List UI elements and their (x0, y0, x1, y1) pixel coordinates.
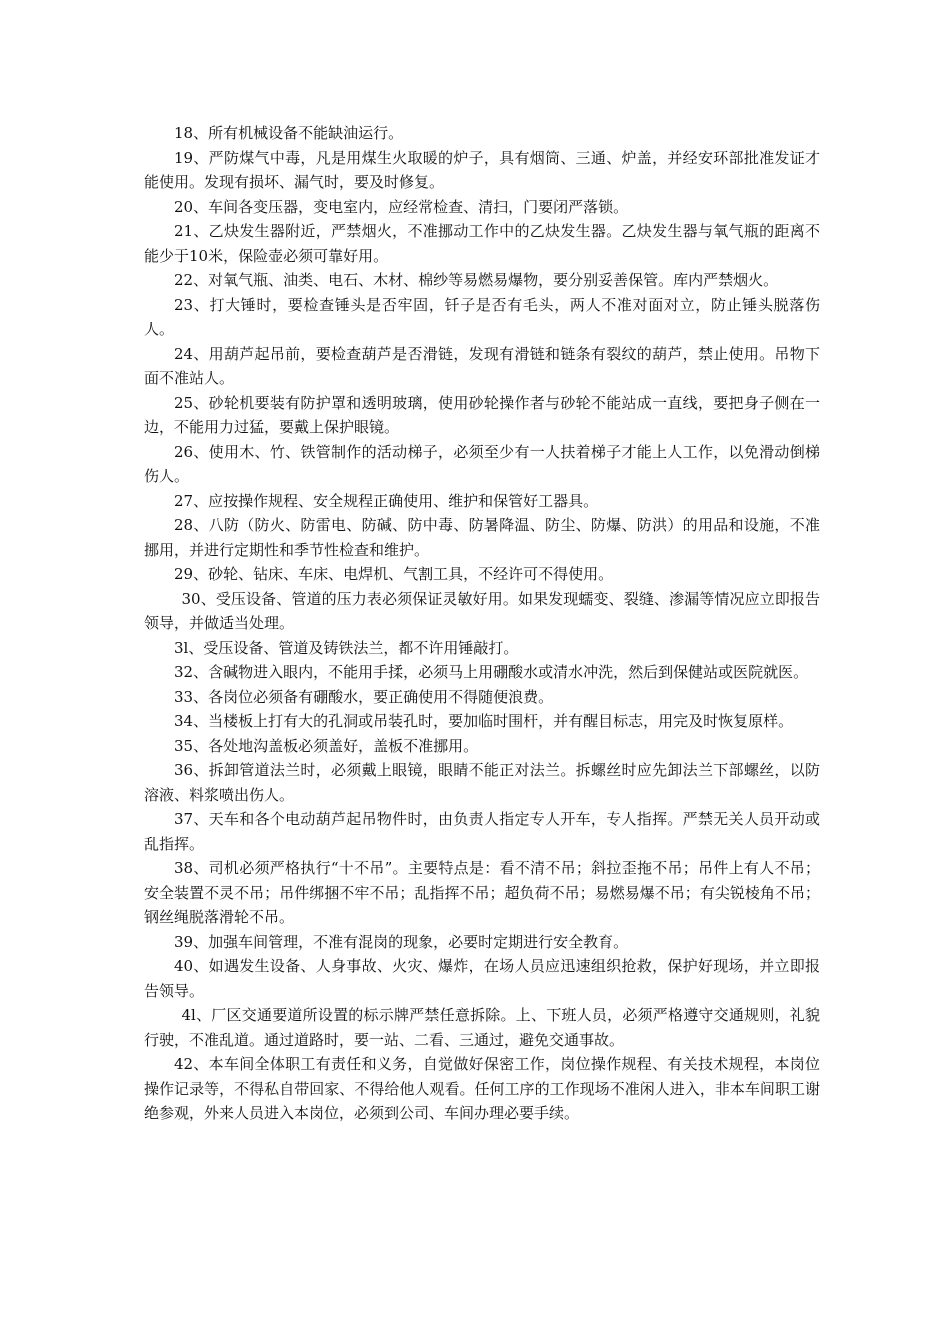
rule-number: 24、 (174, 344, 209, 363)
rule-paragraph-26 (144, 440, 820, 489)
rule-paragraph-39 (144, 930, 820, 955)
rule-text: 各岗位必须备有硼酸水，要正确使用不得随便浪费。 (208, 687, 554, 706)
rule-text: 砂轮、钻床、车床、电焊机、气割工具，不经许可不得使用。 (208, 565, 614, 583)
rule-number: 27、 (174, 491, 209, 510)
rule-text: 本车间全体职工有责任和义务，自觉做好保密工作，岗位操作规程、有关技术规程，本岗位操作记录等，不得私自带回家、不得给他人观看。任何工序的工作现场不准闲人进入，非本车间职工谢绝参观，外来人员进入本岗位，必须到公司、车间办理必要手续。 (144, 1055, 820, 1122)
rule-paragraph-40 (144, 954, 820, 1003)
rule-paragraph-25 (144, 391, 820, 440)
rule-paragraph-19 (144, 146, 820, 195)
rule-text: 应按操作规程、安全规程正确使用、维护和保管好工器具。 (208, 491, 599, 510)
rule-text: 拆卸管道法兰时，必须戴上眼镜，眼睛不能正对法兰。拆螺丝时应先卸法兰下部螺丝，以防溶液、料浆喷出伤人。 (144, 761, 820, 804)
rule-paragraph-29 (144, 562, 820, 587)
rule-paragraph-33 (144, 685, 820, 710)
rule-paragraph-20 (144, 195, 820, 220)
rule-paragraph-27 (144, 489, 820, 514)
rule-paragraph-37 (144, 807, 820, 856)
rule-text: 当楼板上打有大的孔洞或吊装孔时，要加临时围杆，并有醒目标志，用完及时恢复原样。 (208, 712, 794, 730)
rule-text: 受压设备、管道的压力表必须保证灵敏好用。如果发现蠕变、裂缝、渗漏等情况应立即报告领导，并做适当处理。 (144, 589, 820, 632)
rule-paragraph-31 (144, 636, 820, 661)
rule-number: 37、 (174, 810, 209, 828)
rule-paragraph-30 (144, 587, 820, 636)
rule-number: 4l、 (181, 1006, 212, 1024)
rule-paragraph-22 (144, 268, 820, 293)
rule-text: 加强车间管理，不准有混岗的现象，必要时定期进行安全教育。 (208, 932, 629, 951)
rule-text: 乙炔发生器附近，严禁烟火，不准挪动工作中的乙炔发生器。乙炔发生器与氧气瓶的距离不能少于10米，保险壶必须可靠好用。 (144, 222, 820, 265)
rule-number: 30、 (181, 589, 216, 608)
rule-number: 21、 (174, 222, 209, 240)
rule-number: 29、 (174, 565, 209, 583)
rule-number: 38、 (174, 859, 209, 877)
rule-number: 39、 (174, 932, 209, 951)
rule-paragraph-23 (144, 293, 820, 342)
rule-paragraph-34 (144, 709, 820, 734)
rule-number: 25、 (174, 393, 209, 412)
rule-number: 33、 (174, 687, 209, 706)
rule-paragraph-36 (144, 758, 820, 807)
rule-number: 28、 (174, 516, 209, 534)
rule-number: 23、 (174, 295, 210, 314)
rule-paragraph-21 (144, 219, 820, 268)
rule-number: 20、 (174, 197, 209, 216)
rule-paragraph-24 (144, 342, 820, 391)
rule-text: 使用木、竹、铁管制作的活动梯子，必须至少有一人扶着梯子才能上人工作，以免滑动倒梯伤人。 (144, 442, 820, 485)
rule-text: 打大锤时，要检查锤头是否牢固，钎子是否有毛头，两人不准对面对立，防止锤头脱落伤人。 (144, 295, 820, 338)
rule-number: 18、 (174, 124, 209, 142)
rule-paragraph-18 (144, 121, 820, 146)
rule-text: 车间各变压器，变电室内，应经常检查、清扫，门要闭严落锁。 (208, 197, 629, 216)
rule-number: 34、 (174, 712, 209, 730)
rule-paragraph-35 (144, 734, 820, 759)
rule-paragraph-32 (144, 660, 820, 685)
rule-paragraph-42 (144, 1052, 820, 1126)
rule-text: 所有机械设备不能缺油运行。 (208, 124, 404, 142)
rule-number: 32、 (174, 663, 209, 681)
rule-text: 用葫芦起吊前，要检查葫芦是否滑链，发现有滑链和链条有裂纹的葫芦，禁止使用。吊物下面不准站人。 (144, 344, 820, 387)
rule-paragraph-28 (144, 513, 820, 562)
rule-text: 如遇发生设备、人身事故、火灾、爆炸，在场人员应迅速组织抢救，保护好现场，并立即报告领导。 (144, 957, 820, 1000)
rule-number: 3l、 (174, 638, 204, 657)
rule-text: 各处地沟盖板必须盖好，盖板不准挪用。 (208, 736, 479, 755)
rule-number: 40、 (174, 957, 209, 975)
rule-paragraph-38 (144, 856, 820, 930)
rule-number: 19、 (174, 148, 209, 167)
rule-number: 36、 (174, 761, 209, 779)
rule-number: 26、 (174, 442, 209, 461)
rule-text: 司机必须严格执行“十不吊”。主要特点是：看不清不吊；斜拉歪拖不吊；吊件上有人不吊；安全装置不灵不吊；吊件绑捆不牢不吊；乱指挥不吊；超负荷不吊；易燃易爆不吊；有尖锐棱角不吊；钢丝绳脱落滑轮不吊。 (144, 859, 820, 926)
rule-text: 含碱物进入眼内，不能用手揉，必须马上用硼酸水或清水冲洗，然后到保健站或医院就医。 (208, 663, 809, 681)
rule-text: 天车和各个电动葫芦起吊物件时，由负责人指定专人开车，专人指挥。严禁无关人员开动或乱指挥。 (144, 810, 820, 853)
rule-text: 受压设备、管道及铸铁法兰，都不许用锤敲打。 (203, 638, 519, 657)
rule-number: 42、 (174, 1055, 209, 1073)
rule-text: 八防（防火、防雷电、防碱、防中毒、防暑降温、防尘、防爆、防洪）的用品和设施，不准挪用，并进行定期性和季节性检查和维护。 (144, 516, 820, 559)
rule-paragraph-41 (144, 1003, 820, 1052)
document-page (144, 121, 820, 1126)
rule-text: 对氧气瓶、油类、电石、木材、棉纱等易燃易爆物，要分别妥善保管。库内严禁烟火。 (208, 271, 779, 289)
rule-number: 35、 (174, 736, 209, 755)
rule-text: 厂区交通要道所设置的标示牌严禁任意拆除。上、下班人员，必须严格遵守交通规则，礼貌行驶，不准乱道。通过道路时，要一站、二看、三通过，避免交通事故。 (144, 1006, 820, 1049)
rule-text: 严防煤气中毒，凡是用煤生火取暖的炉子，具有烟筒、三通、炉盖，并经安环部批准发证才能使用。发现有损坏、漏气时，要及时修复。 (144, 148, 820, 191)
rule-text: 砂轮机要装有防护罩和透明玻璃，使用砂轮操作者与砂轮不能站成一直线，要把身子侧在一边，不能用力过猛，要戴上保护眼镜。 (144, 393, 820, 436)
rule-number: 22、 (174, 271, 209, 289)
